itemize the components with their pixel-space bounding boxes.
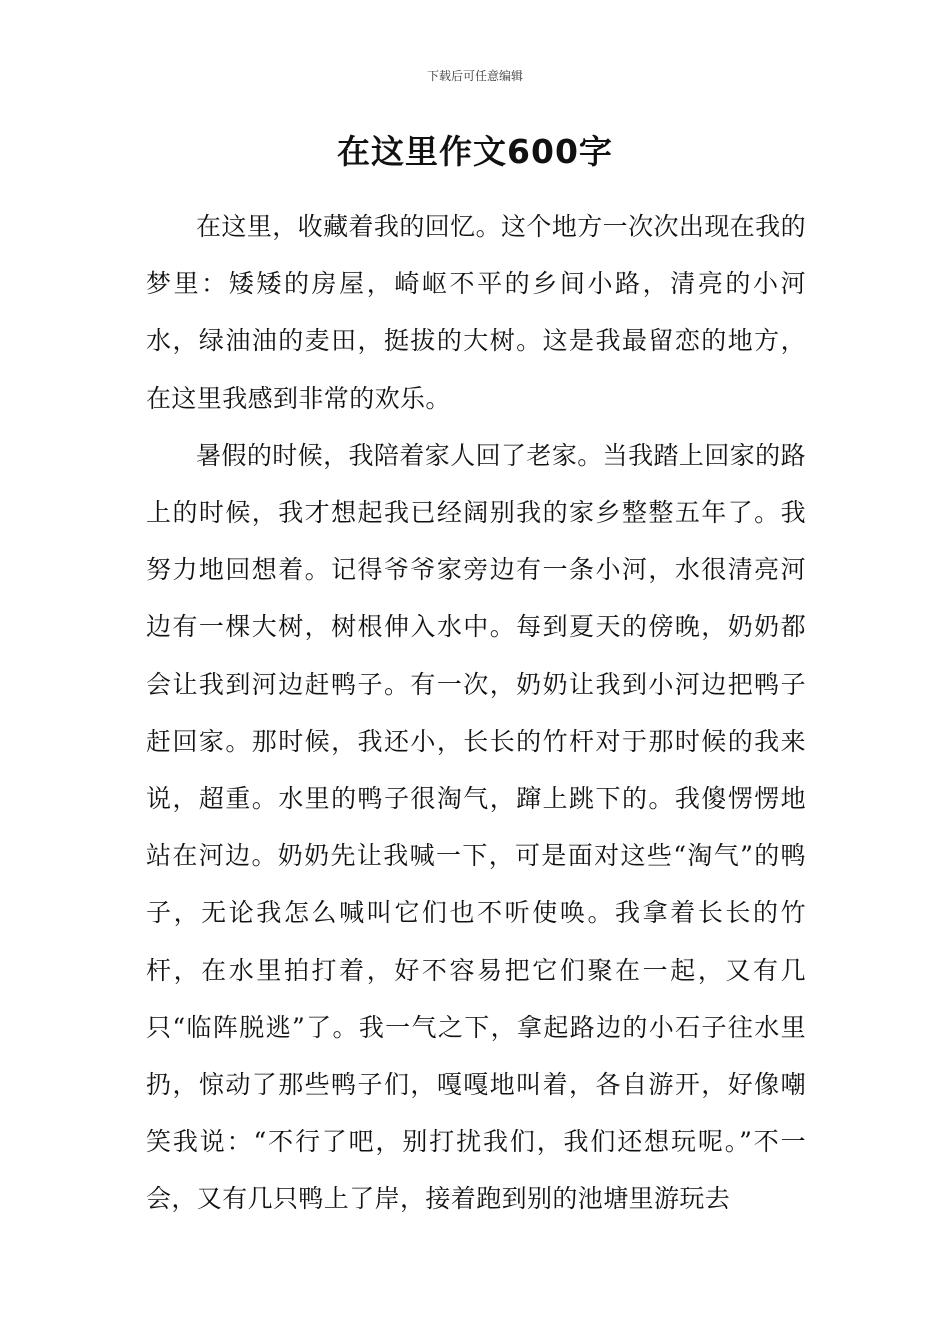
header-note: 下载后可任意编辑 xyxy=(426,69,523,83)
document-title: 在这里作文600字 xyxy=(337,132,613,171)
document-body xyxy=(146,198,806,1228)
paragraph-2: 暑假的时候，我陪着家人回了老家。当我踏上回家的路上的时候，我才想起我已经阔别我的家乡整整五年了。我努力地回想着。记得爷爷家旁边有一条小河，水很清亮河边有一棵大树，树根伸入水中。每到夏天的傍晚，奶奶都会让我到河边赶鸭子。有一次，奶奶让我到小河边把鸭子赶回家。那时候，我还小，长长的竹杆对于那时候的我来说，超重。水里的鸭子很淘气，蹿上跳下的。我傻愣愣地站在河边。奶奶先让我喊一下，可是面对这些“淘气”的鸭子，无论我怎么喊叫它们也不听使唤。我拿着长长的竹杆，在水里拍打着，好不容易把它们聚在一起，又有几只“临阵脱逃”了。我一气之下，拿起路边的小石子往水里扔，惊动了那些鸭子们，嘎嘎地叫着，各自游开，好像嘲笑我说：“不行了吧，别打扰我们，我们还想玩呢。”不一会，又有几只鸭上了岸，接着跑到别的池塘里游玩去 xyxy=(146,440,806,1214)
paragraph-1: 在这里，收藏着我的回忆。这个地方一次次出现在我的梦里：矮矮的房屋，崎岖不平的乡间小路，清亮的小河水，绿油油的麦田，挺拔的大树。这是我最留恋的地方，在这里我感到非常的欢乐。 xyxy=(146,212,806,413)
